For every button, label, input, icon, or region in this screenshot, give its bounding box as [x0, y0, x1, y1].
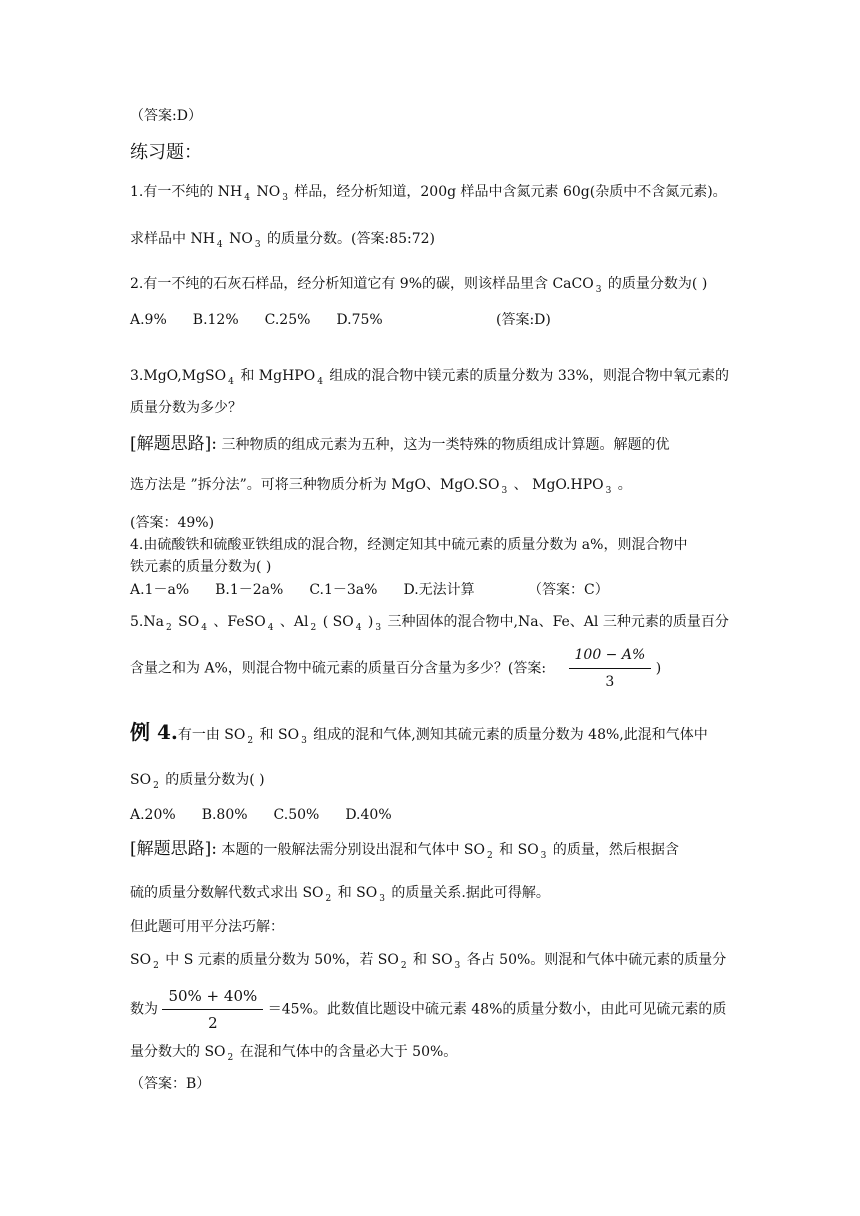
ex4-answer: （答案：B）: [130, 1076, 211, 1092]
answer-top: （答案:D）: [130, 108, 202, 124]
ex4-option-b: B.80%: [201, 807, 248, 823]
ex4-hint-line1: [解题思路]: 本题的一般解法需分别设出混和气体中 SO $_2$ 和 SO $_3$ 的质量，然后根据含: [130, 839, 679, 861]
q2-option-b: B.12%: [192, 312, 239, 328]
q5-line1: 5.Na $_2$ SO $_4$ 、FeSO $_4$ 、Al $_2$ ( SO $_4$ ) $_3$ 三种固体的混合物中,Na、Fe、Al 三种元素的质量百分: [130, 614, 729, 633]
q5-line2: 含量之和为 A%，则混合物中硫元素的质量百分含量为多少？(答案: $\frac{100 - A\%}{3}$ ): [130, 647, 662, 690]
q4-option-d: D.无法计算: [403, 582, 475, 598]
q1-line2: 求样品中 NH $_4$ NO $_3$ 的质量分数。(答案:85:72): [130, 231, 436, 250]
ex4-para-line2: 数为 $\frac{50\% + 40\%}{2}$ ＝45%。此数值比题设中硫元素 48%的质量分数小，由此可见硫元素的质: [130, 987, 727, 1032]
q4-option-a: A.1－a%: [130, 582, 190, 598]
q2-option-c: C.25%: [264, 312, 311, 328]
ex4-option-d: D.40%: [345, 807, 392, 823]
q2-answer: (答案:D): [496, 312, 551, 328]
q2-option-d: D.75%: [336, 312, 383, 328]
ex4-fraction: $\frac{50\% + 40\%}{2}$: [162, 986, 263, 1033]
q4-line1: 4.由硫酸铁和硫酸亚铁组成的混合物，经测定知其中硫元素的质量分数为 a%，则混合物中: [130, 537, 688, 553]
q2-line1: 2.有一不纯的石灰石样品，经分析知道它有 9%的碳，则该样品里含 CaCO $_3$ 的质量分数为( ): [130, 276, 708, 295]
ex4-option-c: C.50%: [273, 807, 320, 823]
ex4-line2: SO $_2$ 的质量分数为( ): [130, 772, 265, 791]
q5-fraction: $\frac{100 - A\%}{3}$: [569, 645, 652, 692]
q4-options: [130, 580, 501, 600]
q3-answer: (答案：49%): [130, 515, 215, 531]
ex4-option-a: A.20%: [130, 807, 176, 823]
ex4-para-line3: 量分数大的 SO $_2$ 在混和气体中的含量必大于 50%。: [130, 1044, 458, 1063]
practice-title: 练习题：: [130, 142, 202, 163]
q4-line2: 铁元素的质量分数为( ): [130, 559, 272, 575]
q4-option-b: B.1－2a%: [215, 582, 284, 598]
q3-line1: 3.MgO,MgSO $_4$ 和 MgHPO $_4$ 组成的混合物中镁元素的质量分数为 33%，则混合物中氧元素的: [130, 368, 729, 387]
q2-option-a: A.9%: [130, 312, 167, 328]
ex4-method-line: 但此题可用平分法巧解：: [130, 919, 284, 935]
q4-answer: （答案：C）: [528, 582, 609, 598]
q3-hint-line2: 选方法是 ”拆分法”。可将三种物质分析为 MgO、MgO.SO $_3$ 、 MgO.HPO $_3$ 。: [130, 477, 632, 496]
q3-line2: 质量分数为多少？: [130, 400, 242, 416]
q3-hint-line1: [解题思路]: 三种物质的组成元素为五种，这为一类特殊的物质组成计算题。解题的优: [130, 434, 670, 454]
q1-line1: 1.有一不纯的 NH $_4$ NO $_3$ 样品，经分析知道，200g 样品中含氮元素 60g(杂质中不含氮元素)。: [130, 184, 727, 203]
ex4-hint-line2: 硫的质量分数解代数式求出 SO $_2$ 和 SO $_3$ 的质量关系.据此可得解。: [130, 885, 550, 904]
ex4-options: [130, 805, 418, 825]
ex4-line1: 例 4.有一由 SO $_2$ 和 SO $_3$ 组成的混和气体,测知其硫元素的质量分数为 48%,此混和气体中: [130, 720, 708, 746]
hint-label: [解题思路]:: [130, 434, 217, 454]
q2-options: [130, 310, 409, 330]
ex4-para-line1: SO $_2$ 中 S 元素的质量分数为 50%，若 SO $_2$ 和 SO $_3$ 各占 50%。则混和气体中硫元素的质量分: [130, 952, 727, 971]
q4-option-c: C.1－3a%: [309, 582, 378, 598]
example-label: 例 4.: [130, 720, 178, 744]
